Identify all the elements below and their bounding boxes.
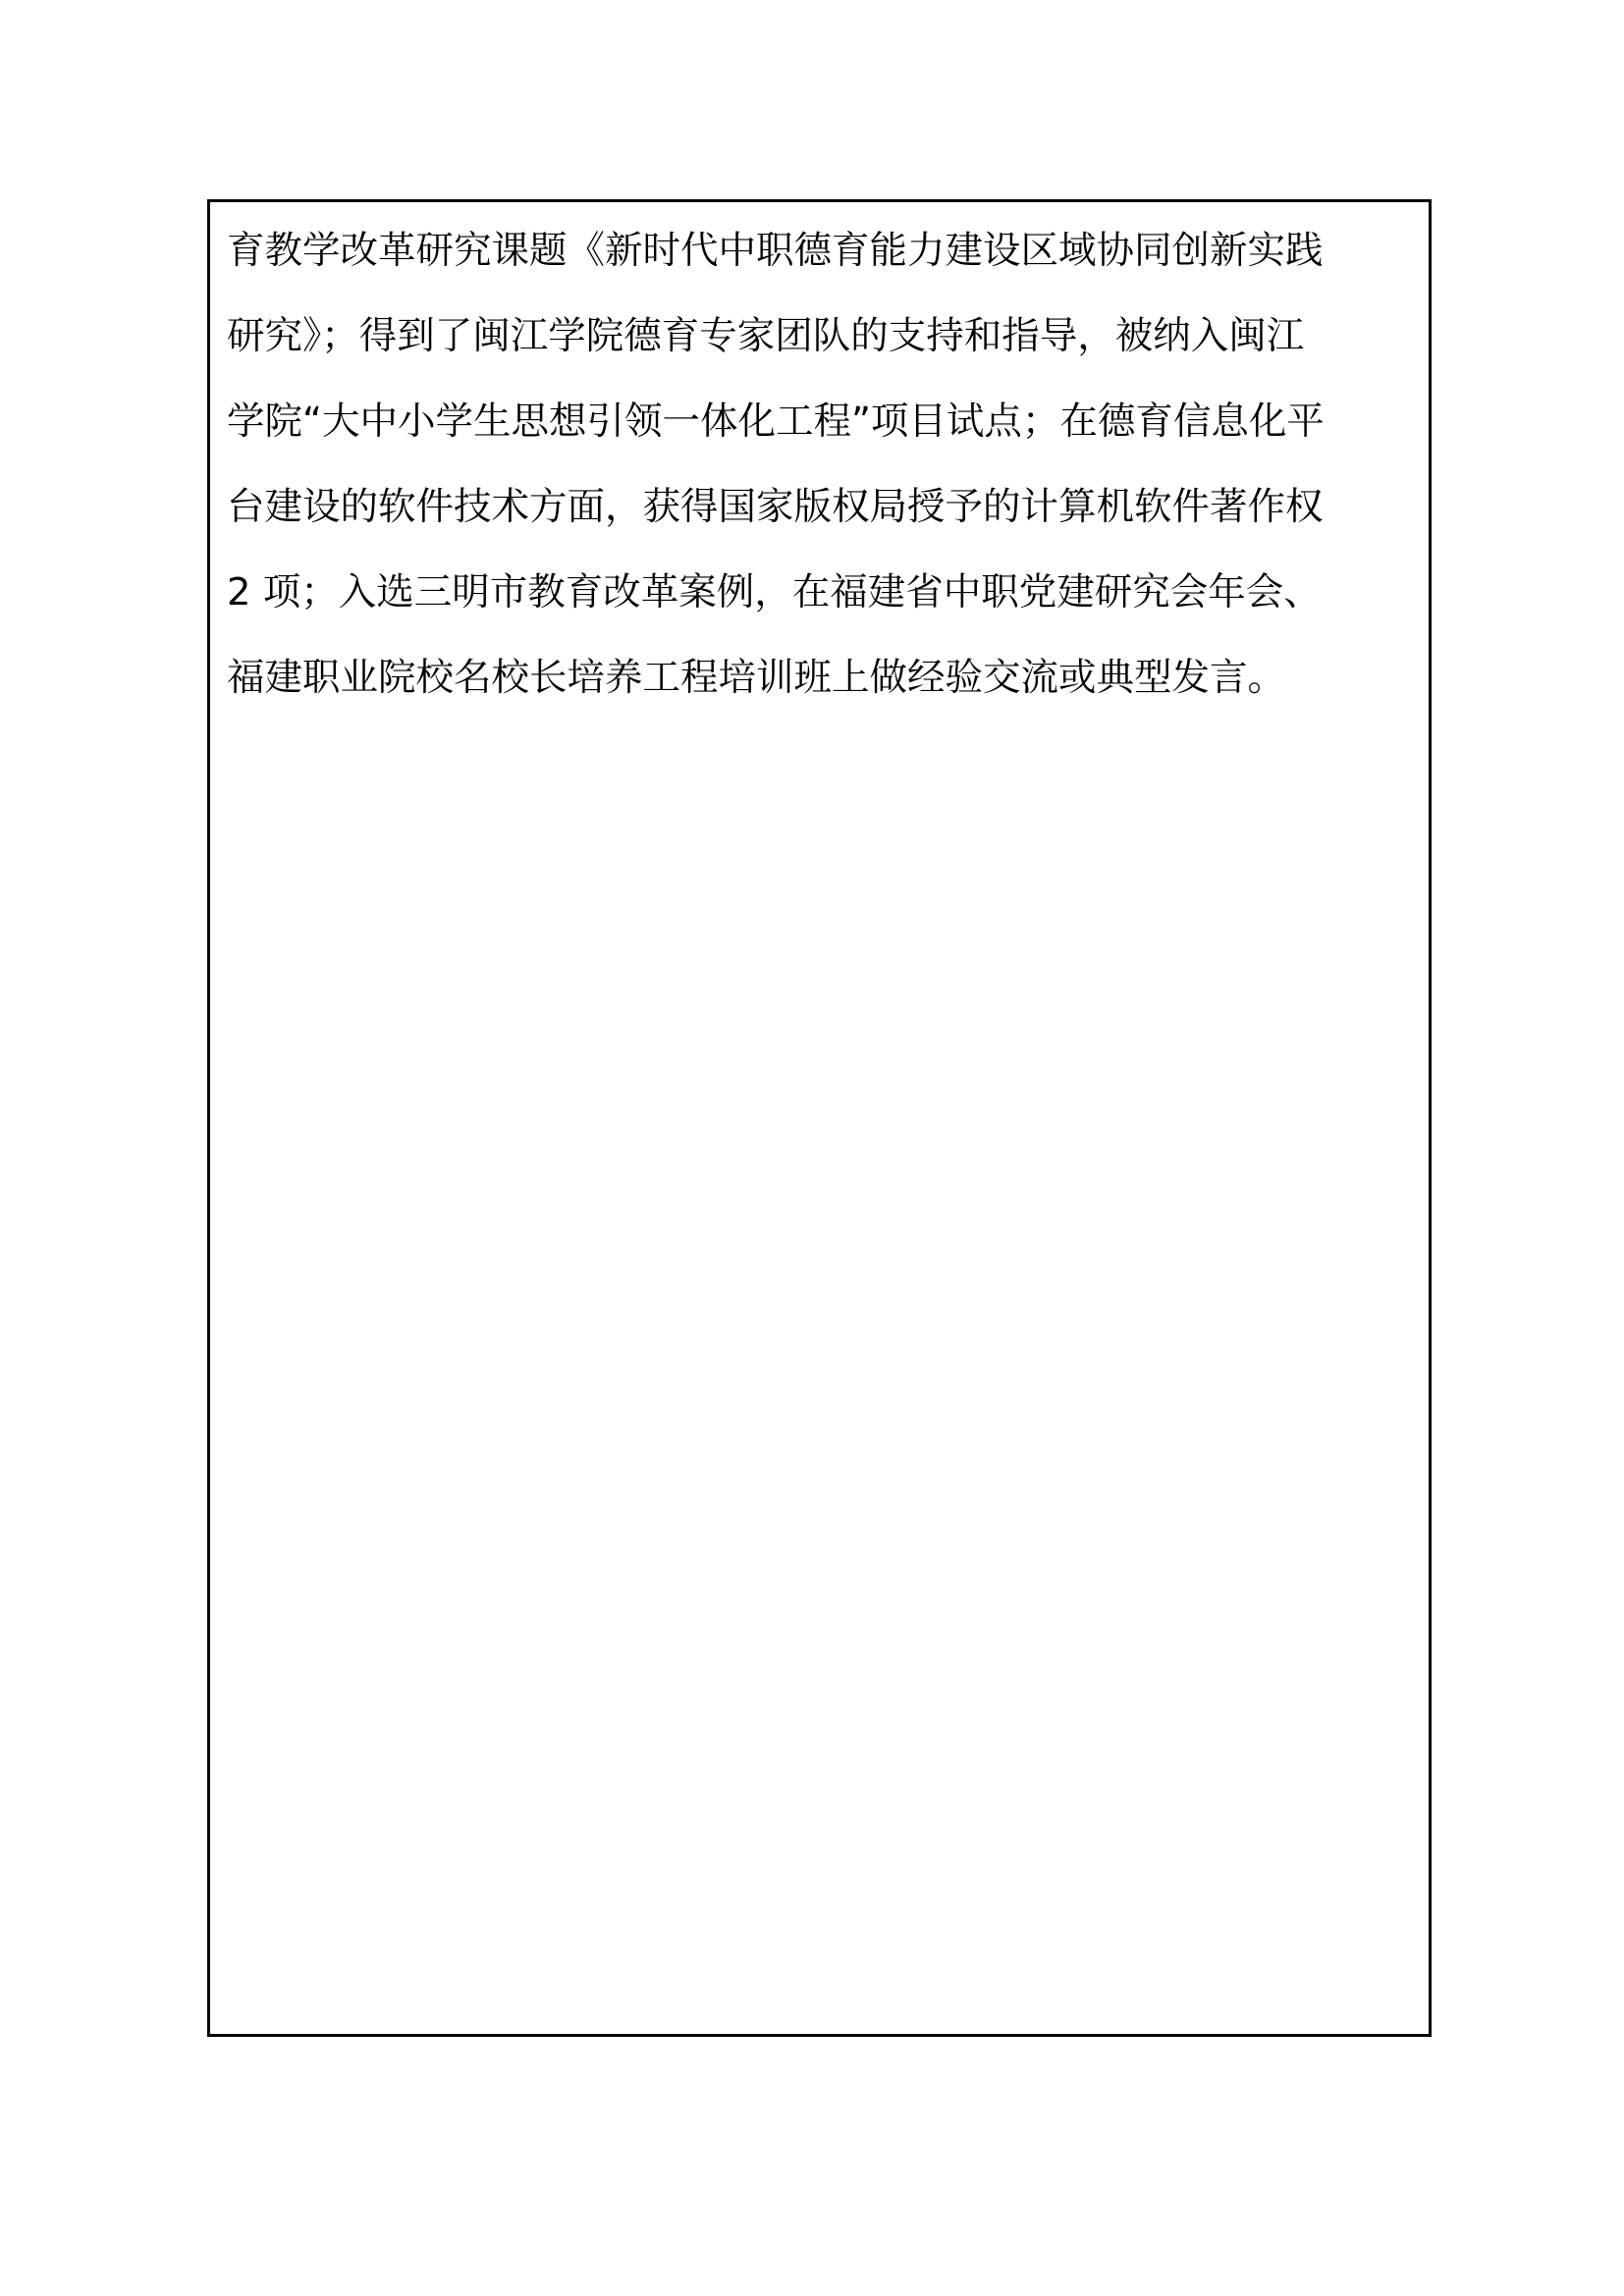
paragraph-line-6: 福建职业院校名校长培养工程培训班上做经验交流或典型发言。 [227, 656, 1286, 700]
paragraph-line-2: 研究》；得到了闽江学院德育专家团队的支持和指导，被纳入闽江 [227, 314, 1305, 358]
bordered-text-box [207, 199, 1432, 2037]
paragraph-line-3: 学院“大中小学生思想引领一体化工程”项目试点；在德育信息化平 [227, 400, 1325, 444]
paragraph-line-4: 台建设的软件技术方面，获得国家版权局授予的计算机软件著作权 [227, 485, 1324, 529]
paragraph-line-1: 育教学改革研究课题《新时代中职德育能力建设区域协同创新实践 [227, 229, 1324, 273]
paragraph [227, 222, 1421, 734]
paragraph-line-5: 2 项；入选三明市教育改革案例，在福建省中职党建研究会年会、 [227, 570, 1322, 614]
